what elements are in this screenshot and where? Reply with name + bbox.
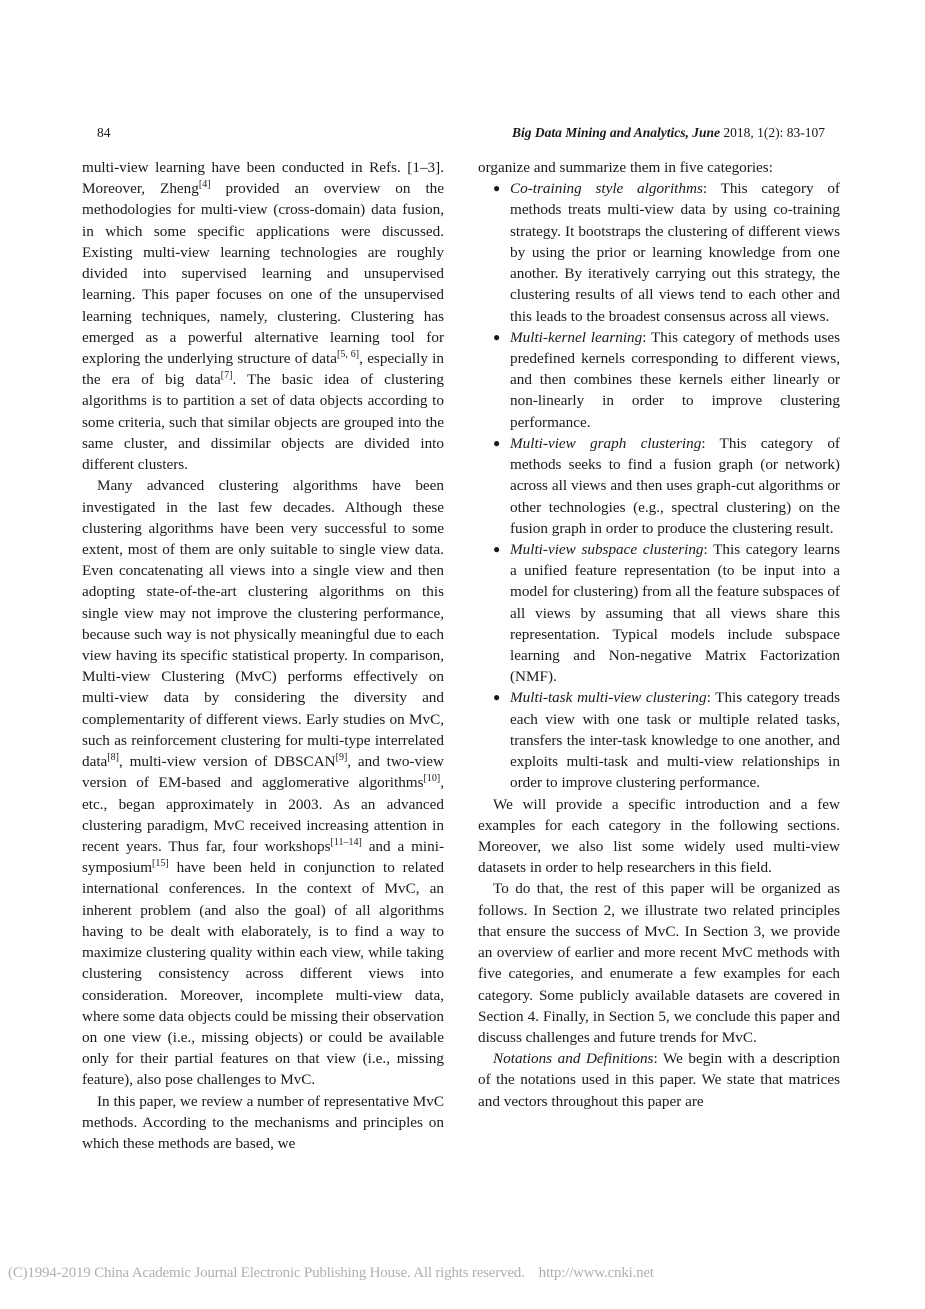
list-item (478, 433, 840, 539)
notations-heading: Notations and Definitions (493, 1050, 654, 1068)
citation: [5, 6] (336, 348, 360, 360)
category-description: : This category treads each view with one task or multiple related tasks, transfers the inter-task knowledge to one another, and exploits multi-task and multi-view relationships in order to improve clustering performance. (510, 689, 840, 792)
bullet-icon: ● (493, 181, 501, 196)
citation: [4] (198, 179, 211, 191)
category-description: : This category of methods uses predefined kernels corresponding to different views, and then combines these kernels either linearly or non-linearly in order to improve clustering performance. (510, 328, 841, 431)
list-item (478, 178, 840, 327)
copyright-footer (8, 1265, 908, 1282)
paragraph-intro-continued: multi-view learning have been conducted in Refs. [1–3]. Moreover, Zheng[4] provided an overview on the methodologies for multi-view (cross-domain) data fusion, in which some specific applications were discussed. Existing multi-view learning technologies are roughly divided into supervised learning and unsupervised learning. This paper focuses on one of the unsupervised learning techniques, namely, clustering. Clustering has emerged as a powerful alternative learning tool for exploring the underlying structure of data[5, 6], especially in the era of big data[7]. The basic idea of clustering algorithms is to partition a set of data objects according to some criteria, such that similar objects are grouped into the same cluster, and dissimilar objects are divided into different clusters. (82, 159, 444, 474)
list-item (478, 539, 840, 688)
paragraph-organization: To do that, the rest of this paper will be organized as follows. In Section 2, we illustrate two related principles that ensure the success of MvC. In Section 3, we provide an overview of earlier and more recent MvC methods with five categories, and enumerate a few examples for each category. Some publicly available datasets are covered in Section 4. Finally, in Section 5, we conclude this paper and discuss challenges and future trends for MvC. (478, 880, 840, 1046)
category-term: Multi-view subspace clustering (510, 540, 704, 558)
running-head (97, 124, 825, 142)
category-list (478, 178, 840, 793)
list-item (478, 687, 840, 793)
category-description: : This category of methods seeks to find a fusion graph (or network) across all views and then uses graph-cut algorithms or other technologies (e.g., spectral clustering) on the fusion graph in order to produce the clustering result. (510, 434, 840, 537)
journal-citation (512, 124, 825, 142)
right-column (478, 157, 840, 1112)
category-description: : This category learns a unified feature representation (to be input into a model for clustering) from all the feature subspaces of all views by assuming that all views share this representation. Typical models include subspace learning and Non-negative Matrix Factorization (NMF). (510, 540, 840, 686)
bullet-icon: ● (493, 329, 501, 344)
category-description: : This category of methods treats multi-view data by using co-training strategy. It bootstraps the clustering of different views by using the prior or learning knowledge from one another. By iteratively carrying out this strategy, the clustering results of all views tend to each other and this leads to the broadest consensus across all views. (510, 180, 840, 325)
citation: [8] (107, 752, 119, 764)
list-item (478, 327, 840, 433)
page-number: 84 (97, 125, 111, 140)
citation: [10] (423, 773, 441, 785)
paragraph-clustering-algorithms: Many advanced clustering algorithms have been investigated in the last few decades. Although these clustering algorithms have been very successful to some extent, most of them are only suitable to single view data. Even concatenating all views into a single view and then adopting state-of-the-art clustering algorithms on this single view may not improve the clustering performance, because such way is not physically meaningful due to each view having its specific statistical property. In comparison, Multi-view Clustering (MvC) performs effectively on multi-view data by considering the diversity and complementarity of different views. Early studies on MvC, such as reinforcement clustering for multi-type interrelated data[8], multi-view version of DBSCAN[9], and two-view version of EM-based and agglomerative algorithms[10], etc., began approximately in 2003. As an advanced clustering paradigm, MvC received increasing attention in recent years. Thus far, four workshops[11–14] and a mini-symposium[15] have been held in conjunction to related international conferences. In the context of MvC, an inherent problem (and also the goal) of all algorithms having to be dealt with elaborately, is to find a way to maximize clustering quality within each view, while taking clustering consistency across different views into consideration. Moreover, incomplete multi-view data, where some data objects could be missing their observation on one view (i.e., missing objects) or could be available only for their partial features on that view (i.e., missing feature), also pose challenges to MvC. (82, 477, 444, 1089)
footer-url[interactable]: http://www.cnki.net (538, 1265, 654, 1281)
paragraph-notations: Notations and Definitions: We begin with a description of the notations used in this paper. We state that matrices and vectors throughout this paper are (478, 1050, 840, 1110)
left-column (82, 157, 444, 1154)
copyright-text: (C)1994-2019 China Academic Journal Electronic Publishing House. All rights reserved. (8, 1265, 525, 1281)
paragraph-provide: We will provide a specific introduction and a few examples for each category in the following sections. Moreover, we also list some widely used multi-view datasets in order to help researchers in this field. (478, 795, 840, 877)
category-term: Co-training style algorithms (510, 180, 703, 198)
category-term: Multi-task multi-view clustering (510, 689, 707, 707)
paragraph-review: In this paper, we review a number of representative MvC methods. According to the mechanisms and principles on which these methods are based, we (82, 1092, 444, 1153)
paragraph-categories-intro: organize and summarize them in five categories: (478, 159, 773, 176)
bullet-icon: ● (493, 690, 501, 705)
citation: [15] (152, 858, 169, 870)
citation: [7] (220, 370, 233, 382)
bullet-icon: ● (493, 435, 501, 450)
bullet-icon: ● (493, 541, 501, 556)
citation: [11–14] (330, 837, 362, 848)
citation: [9] (335, 752, 348, 764)
journal-name: Big Data Mining and Analytics, June (511, 125, 720, 140)
journal-issue: 2018, 1(2): 83-107 (720, 125, 825, 140)
category-term: Multi-kernel learning (510, 328, 643, 346)
category-term: Multi-view graph clustering (510, 434, 702, 452)
